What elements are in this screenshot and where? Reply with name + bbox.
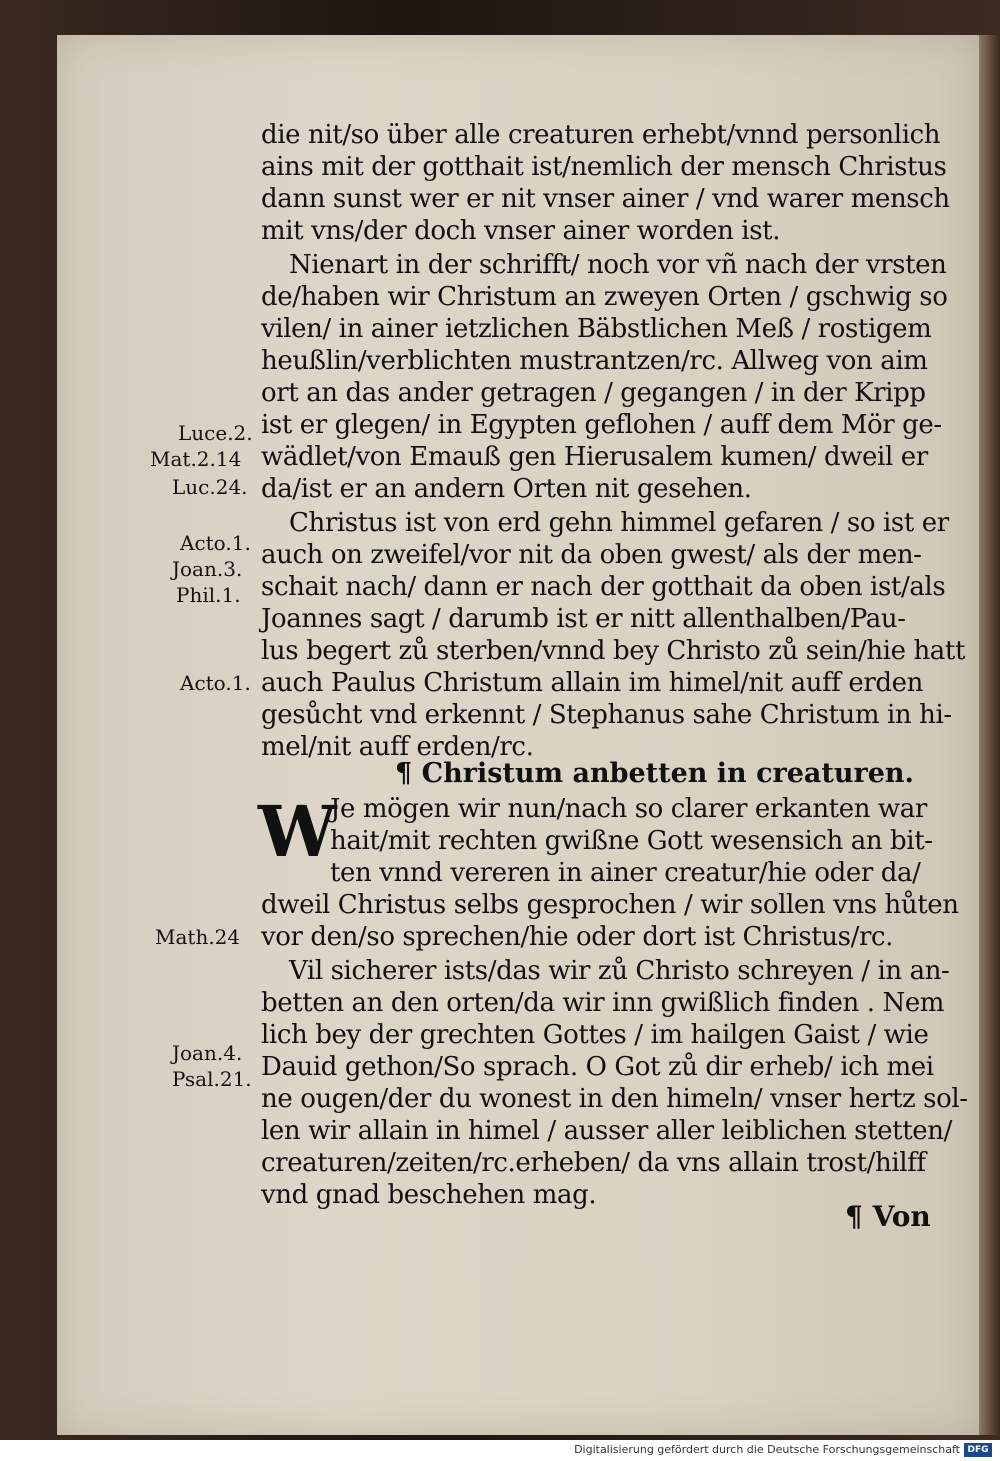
text-line: vilen/ in ainer ietzlichen Bäbstlichen Meß / rostigem (261, 314, 932, 344)
text-line: da/ist er an andern Orten nit gesehen. (261, 474, 752, 504)
text-line: betten an den orten/da wir inn gwißlich finden . Nem (261, 988, 945, 1018)
marginal-note: Acto.1. (180, 671, 251, 695)
text-line: creaturen/zeiten/rc.erheben/ da vns allain trost/hilff (261, 1148, 926, 1178)
footer-credit: Digitalisierung gefördert durch die Deutsche Forschungsgemeinschaft (574, 1443, 960, 1456)
page-edge (979, 35, 1000, 1435)
marginal-note: Luc.24. (172, 475, 248, 499)
marginal-note: Mat.2.14 (150, 447, 242, 471)
text-line: hait/mit rechten gwißne Gott wesensich an bit- (330, 826, 933, 856)
text-line: lich bey der grechten Gottes / im hailgen Gaist / wie (261, 1020, 929, 1050)
pilcrow-icon: ¶ (845, 1200, 863, 1233)
marginal-note: Acto.1. (180, 531, 251, 555)
text-line: ains mit der gotthait ist/nemlich der mensch Christus (261, 152, 947, 182)
marginal-note: Math.24 (155, 925, 241, 949)
text-line: heußlin/verblichten mustrantzen/rc. Allweg von aim (261, 346, 928, 376)
text-line: dann sunst wer er nit vnser ainer / vnd warer mensch (261, 184, 950, 214)
marginal-note: Phil.1. (176, 583, 241, 607)
text-line: mit vns/der doch vnser ainer worden ist. (261, 216, 781, 246)
section-heading (395, 758, 914, 789)
text-line: ist er glegen/ in Egypten geflohen / auff dem Mör ge- (261, 410, 942, 440)
text-line: vnd gnad beschehen mag. (261, 1180, 597, 1210)
text-line: len wir allain in himel / ausser aller leiblichen stetten/ (261, 1116, 952, 1146)
catchword-text: Von (872, 1200, 931, 1233)
text-line: Je mögen wir nun/nach so clarer erkanten war (330, 794, 927, 824)
text-line: schait nach/ dann er nach der gotthait da oben ist/als (261, 572, 946, 602)
drop-initial: W (258, 790, 337, 873)
pilcrow-icon: ¶ (395, 758, 413, 789)
text-line: ten vnnd vereren in ainer creatur/hie oder da/ (330, 858, 921, 888)
marginal-note: Psal.21. (172, 1067, 252, 1091)
text-line: mel/nit auff erden/rc. (261, 732, 534, 762)
text-line: Nienart in der schrifft/ noch vor vñ nach der vrsten (289, 250, 947, 280)
text-line: Joannes sagt / darumb ist er nitt allenthalben/Pau- (261, 604, 906, 634)
section-heading-text: Christum anbetten in creaturen. (421, 758, 914, 789)
text-line: de/haben wir Christum an zweyen Orten / gschwig so (261, 282, 948, 312)
text-line: wädlet/von Emauß gen Hierusalem kumen/ dweil er (261, 442, 928, 472)
text-line: lus begert zů sterben/vnnd bey Christo zů sein/hie hatt (261, 636, 965, 666)
text-line: Dauid gethon/So sprach. O Got zů dir erheb/ ich mei (261, 1052, 934, 1082)
text-line: auch on zweifel/vor nit da oben gwest/ als der men- (261, 540, 922, 570)
dfg-logo: DFG (964, 1443, 992, 1457)
footer-bar (0, 1440, 1000, 1461)
text-line: dweil Christus selbs gesprochen / wir sollen vns hůten (261, 890, 959, 920)
text-line: die nit/so über alle creaturen erhebt/vnnd personlich (261, 120, 941, 150)
text-line: gesůcht vnd erkennt / Stephanus sahe Christum in hi- (261, 700, 952, 730)
text-line: ort an das ander getragen / gegangen / in der Kripp (261, 378, 926, 408)
text-line: auch Paulus Christum allain im himel/nit auff erden (261, 668, 923, 698)
marginal-note: Luce.2. (178, 421, 253, 445)
text-line: ne ougen/der du wonest in den himeln/ vnser hertz sol- (261, 1084, 968, 1114)
marginal-note: Joan.3. (172, 557, 243, 581)
text-line: Vil sicherer ists/das wir zů Christo schreyen / in an- (289, 956, 950, 986)
catchword (845, 1200, 931, 1233)
text-line: Christus ist von erd gehn himmel gefaren / so ist er (289, 508, 949, 538)
text-line: vor den/so sprechen/hie oder dort ist Christus/rc. (261, 922, 894, 952)
marginal-note: Joan.4. (172, 1041, 243, 1065)
